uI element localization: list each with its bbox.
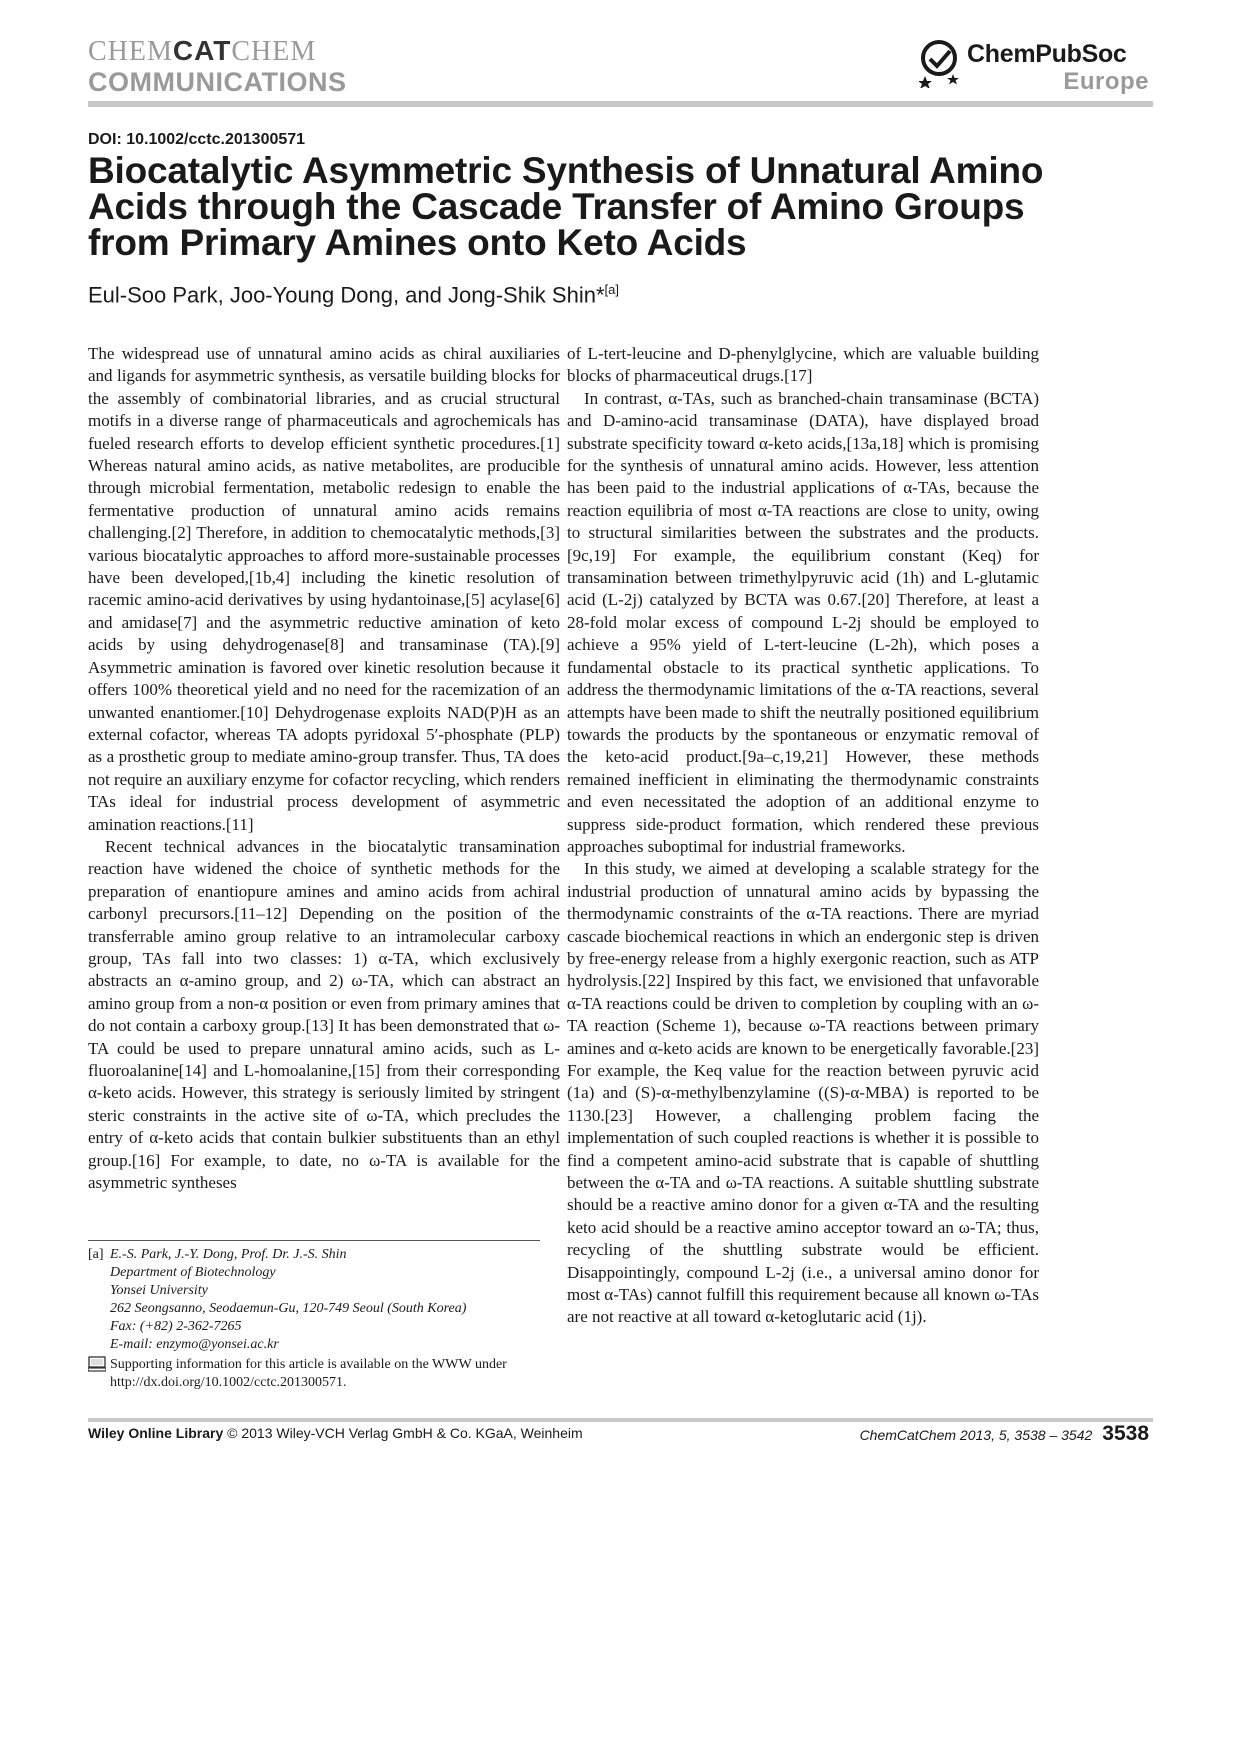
affiliation-email[interactable]: E-mail: enzymo@yonsei.ac.kr [110, 1337, 279, 1352]
paragraph: In this study, we aimed at developing a scalable strategy for the industrial production of unnatural amino acids by bypassing the thermodynamic constraints of the α-TA reactions. There are myriad cascade biochemical reactions in which an endergonic step is driven by free-energy release from a highly exergonic reaction, such as ATP hydrolysis.[22] Inspired by this fact, we envisioned that unfavorable α-TA reactions could be driven to completion by coupling with an ω-TA reaction (Scheme 1), because ω-TA reactions between primary amines and α-keto acids are known to be energetically favorable.[23] For example, the Keq value for the reaction between pyruvic acid (1a) and (S)-α-methylbenzylamine ((S)-α-MBA) is reported to be 1130.[23] However, a challenging problem facing the implementation of such coupled reactions is whether it is possible to find a competent amino-acid substrate that is capable of shuttling between the α-TA and ω-TA reactions. A suitable shuttling substrate should be a reactive amino donor for a given α-TA and the resulting keto acid should be a reactive amino acceptor toward an ω-TA; thus, recycling of the shuttling substrate would be efficient. Disappointingly, compound L-2j (i.e., a universal amino donor for most α-TAs) cannot fulfill this requirement because all known ω-TAs are not reactive at all toward α-ketoglutaric acid (1j). [567, 859, 1040, 1327]
article-title: Biocatalytic Asymmetric Synthesis of Unnatural Amino Acids through the Cascade Transfer of Amino Groups from Primary Amines onto Keto Acids [88, 150, 1044, 263]
page-number: 3538 [1102, 1422, 1149, 1445]
header-rule [88, 101, 1153, 107]
publisher-name: ChemPubSoc [967, 40, 1127, 68]
affiliation-line: E.-S. Park, J.-Y. Dong, Prof. Dr. J.-S. Shin [110, 1247, 347, 1262]
wiley-online-library-link[interactable]: Wiley Online Library [88, 1425, 224, 1441]
right-column [567, 343, 1039, 1329]
footer-citation [860, 1422, 1149, 1446]
paragraph: Recent technical advances in the biocatalytic transamination reaction have widened the choice of synthetic methods for the preparation of enantiopure amines and amino acids from achiral carbonyl precursors.[11–12] Depending on the position of the transferrable amino group relative to an intramolecular carboxy group, TAs fall into two classes: 1) α-TA, which exclusively abstracts an α-amino group, and 2) ω-TA, which can abstract an amino group from a non-α position or even from primary amines that do not contain a carboxy group.[13] It has been demonstrated that ω-TA could be used to prepare unnatural amino acids, such as L-fluoroalanine[14] and L-homoalanine,[15] from their corresponding α-keto acids. However, this strategy is seriously limited by stringent steric constraints in the active site of ω-TA, which precludes the entry of α-keto acids that contain bulkier substituents than an ethyl group.[16] For example, to date, no ω-TA is available for the asymmetric syntheses [88, 836, 560, 1193]
publisher-region: Europe [1063, 68, 1149, 95]
paragraph: The widespread use of unnatural amino acids as chiral auxiliaries and ligands for asymmetric synthesis, as versatile building blocks for the assembly of combinatorial libraries, and as crucial structural motifs in a diverse range of pharmaceuticals and agrochemicals has fueled research efforts to develop efficient synthetic procedures.[1] Whereas natural amino acids, as native metabolites, are producible through microbial fermentation, metabolic redesign to enable the fermentative production of unnatural amino acids remains challenging.[2] Therefore, in addition to chemocatalytic methods,[3] various biocatalytic approaches to afford more-sustainable processes have been developed,[1b,4] including the kinetic resolution of racemic amino-acid derivatives by using hydantoinase,[5] acylase[6] and amidase[7] and the asymmetric reductive amination of keto acids by using dehydrogenase[8] and transaminase (TA).[9] Asymmetric amination is favored over kinetic resolution because it offers 100% theoretical yield and no need for the racemization of an unwanted enantiomer.[10] Dehydrogenase exploits NAD(P)H as an external cofactor, whereas TA adopts pyridoxal 5′-phosphate (PLP) as a prosthetic group to mediate amino-group transfer. Thus, TA does not require an auxiliary enzyme for cofactor recycling, which renders TAs ideal for industrial process development of asymmetric amination reactions.[11] [88, 344, 561, 834]
footnote-rule [88, 1240, 540, 1241]
author-list: Eul-Soo Park, Joo-Young Dong, and Jong-Shik Shin* [88, 282, 605, 308]
section-label: COMMUNICATIONS [88, 67, 347, 97]
journal-name [88, 36, 316, 67]
affiliation-mark: [a] [604, 282, 619, 297]
supporting-info [88, 1356, 548, 1392]
affiliation-line: Fax: (+82) 2-362-7265 [110, 1319, 242, 1334]
paragraph: In contrast, α-TAs, such as branched-chain transaminase (BCTA) and D-amino-acid transaminase (DATA), have displayed broad substrate specificity toward α-keto acids,[13a,18] which is promising for the synthesis of unnatural amino acids. However, less attention has been paid to the industrial applications of α-TAs, because the reaction equilibria of most α-TA reactions are close to unity, owing to structural similarities between the substrates and the products.[9c,19] For example, the equilibrium constant (Keq) for transamination between trimethylpyruvic acid (1h) and L-glutamic acid (L-2j) catalyzed by BCTA was 0.67.[20] Therefore, at least a 28-fold molar excess of compound L-2j should be employed to achieve a 95% yield of L-tert-leucine (L-2h), which poses a fundamental obstacle to its practical synthetic applications. To address the thermodynamic limitations of the α-TA reactions, several attempts have been made to shift the neutrally positioned equilibrium towards the products by the spontaneous or enzymatic removal of the keto-acid product.[9a–c,19,21] However, these methods remained inefficient in eliminating the thermodynamic constraints and even necessitated the adoption of an additional enzyme to suppress side-product formation, which rendered these previous approaches suboptimal for industrial frameworks. [567, 388, 1039, 856]
journal-name-prefix: CHEM [88, 36, 173, 67]
computer-icon [88, 1356, 106, 1372]
paragraph: of L-tert-leucine and D-phenylglycine, which are valuable building blocks of pharmaceutical drugs.[17] [567, 344, 1039, 386]
supporting-info-text: Supporting information for this article is available on the WWW under http://dx.doi.org/10.1002/cctc.201300571. [110, 1357, 507, 1390]
affiliation [88, 1246, 548, 1354]
footer-copyright [88, 1425, 583, 1441]
publisher-logo [919, 36, 1149, 96]
authors [88, 282, 619, 308]
affiliation-line: 262 Seongsanno, Seodaemun-Gu, 120-749 Seoul (South Korea) [110, 1301, 467, 1316]
journal-name-suffix: CHEM [231, 36, 317, 67]
affiliation-lines [110, 1246, 548, 1354]
copyright-text: © 2013 Wiley-VCH Verlag GmbH & Co. KGaA, Weinheim [223, 1425, 583, 1441]
doi: DOI: 10.1002/cctc.201300571 [88, 131, 306, 148]
chempubsoc-star-icon [919, 36, 963, 88]
citation-text: ChemCatChem 2013, 5, 3538 – 3542 [859, 1427, 1093, 1443]
affiliation-line: Department of Biotechnology [110, 1265, 276, 1280]
affiliation-tag: [a] [88, 1247, 104, 1262]
left-column [88, 343, 560, 1194]
journal-name-bold: CAT [172, 35, 232, 66]
affiliation-line: Yonsei University [110, 1283, 208, 1298]
